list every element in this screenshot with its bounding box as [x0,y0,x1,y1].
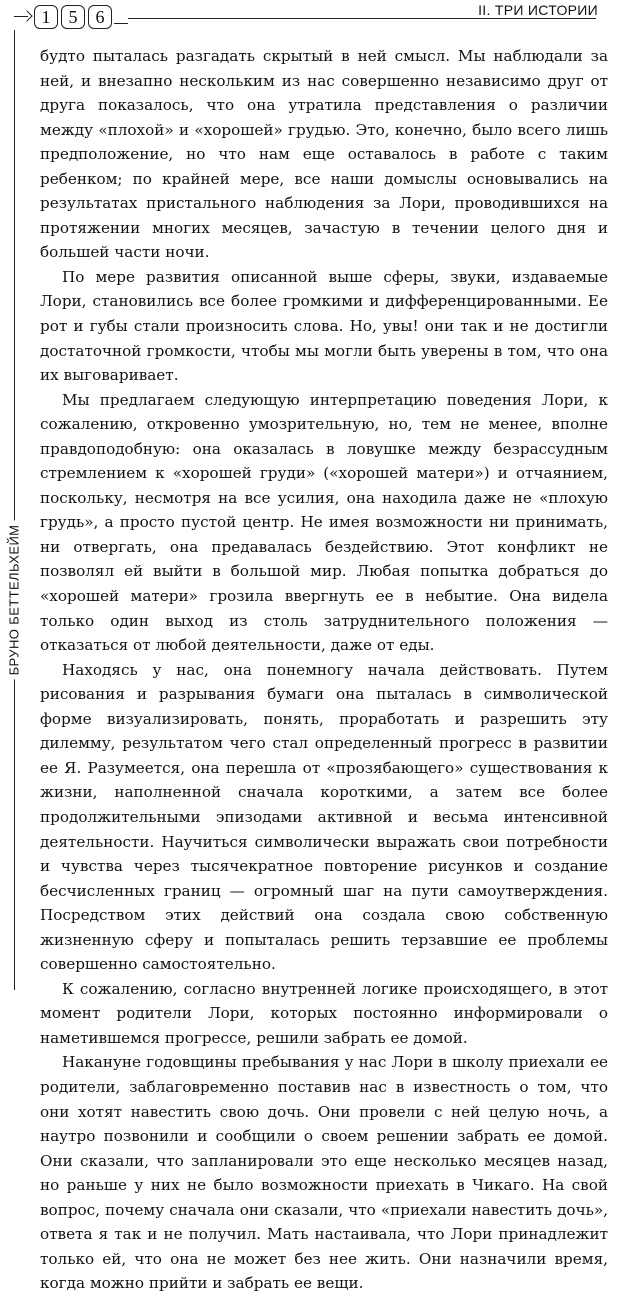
page-number-digit: 6 [88,5,112,29]
paragraph: По мере развития описанной выше сферы, звуки, издаваемые Лори, становились все более громкими и дифференцированными. Ее рот и губы стали произносить слова. Но, увы! они так и не достигли достаточной громкости, чтобы мы могли быть уверены в том, что она их выговаривает. [40,267,608,385]
paragraph: Мы предлагаем следующую интерпретацию поведения Лори, к сожалению, откровенно умозрительную, но, тем не менее, вполне правдоподобную: она оказалась в ловушке между безрассудным стремлением к «хорошей груди» («хорошей матери») и отчаянием, поскольку, несмотря на все усилия, она находила даже не «плохую грудь», а просто пустой центр. Не имея возможности ни принимать, ни отвергать, она предавалась бездействию. Этот конфликт не позволял ей выйти в большой мир. Любая попытка добраться до «хорошей матери» грозила ввергнуть ее в небытие. Она видела только один выход из столь затруднительного положения — отказаться от любой деятельности, даже от еды. [40,390,608,655]
header-rule [128,18,596,19]
paragraph: Накануне годовщины пребывания у нас Лори в школу приехали ее родители, заблаговременно поставив нас в известность о том, что они хотят навестить свою дочь. Они провели с ней целую ночь, а наутро позвонили и сообщили о своем решении забрать ее домой. Они сказали, что запланировали это еще несколько месяцев назад, но раньше у них не было возможности приехать в Чикаго. На свой вопрос, почему сначала они сказали, что «приехали навестить дочь», ответа я так и не получил. Мать настаивала, что Лори принадлежит только ей, что она не может без нее жить. Они назначили время, когда можно прийти и забрать ее вещи. [40,1053,608,1293]
arrow-right-icon [14,7,34,27]
side-rule [14,30,15,990]
page-number-digit: 5 [61,5,85,29]
paragraph: Находясь у нас, она понемногу начала действовать. Путем рисования и разрывания бумаги она пыталась в символической форме визуализировать, понять, проработать и разрешить эту дилемму, результатом чего стал определенный прогресс в развитии ее Я. Разумеется, она перешла от «прозябающего» существования к жизни, наполненной сначала короткими, а затем все более продолжительными эпизодами активной и весьма интенсивной деятельности. Научиться символически выражать свои потребности и чувства через тысячекратное повторение рисунков и создание бесчисленных границ — огромный шаг на пути самоутверждения. Посредством этих действий она создала свою собственную жизненную сферу и попыталась решить терзавшие ее проблемы совершенно самостоятельно. [40,660,608,974]
paragraph: будто пыталась разгадать скрытый в ней смысл. Мы наблюдали за ней, и внезапно нескольким из нас совершенно независимо друг от друга показалось, что она утратила представления о различии между «плохой» и «хорошей» грудью. Это, конечно, было всего лишь предположение, но что нам еще оставалось в работе с таким ребенком; по крайней мере, все наши домыслы основывались на результатах пристального наблюдения за Лори, проводившихся на протяжении многих месяцев, зачастую в течении целого дня и большей части ночи. [40,47,608,262]
author-name: БРУНО БЕТТЕЛЬХЕЙМ [7,521,22,680]
page-body [40,44,608,1296]
page-number-digit: 1 [34,5,58,29]
page-number-tail [114,23,128,24]
page-number [14,4,128,30]
paragraph: К сожалению, согласно внутренней логике происходящего, в этот момент родители Лори, которых постоянно информировали о наметившемся прогрессе, решили забрать ее домой. [40,979,608,1047]
section-title: II. ТРИ ИСТОРИИ [474,2,598,18]
